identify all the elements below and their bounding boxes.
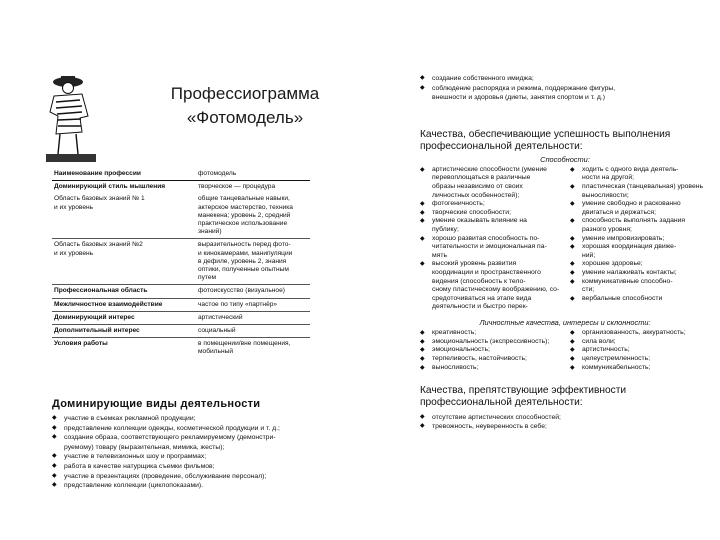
list-item: ◆ работа в качестве натурщика съемки фильмов; xyxy=(52,462,327,472)
table-cell-value: общие танцевальные навыки, актерское мастерство, техника манекена; уровень 2, средний практическое использование знаний) xyxy=(196,193,310,239)
list-item: ◆ создание собственного имиджа; xyxy=(420,74,710,84)
list-item: ◆ участие в презентациях (проведение, обслуживание персонал); xyxy=(52,472,327,482)
list-item: ◆ создание образа, соответствующего рекламируемому (демонстри- руемому) товару (выразительная, мимика, жесты); xyxy=(52,433,327,452)
right-column xyxy=(420,74,710,432)
table-cell-value: выразительность перед фото- и кинокамерами, манипуляции в дефиле, уровень 2, знания оптики, полученные опытным путем xyxy=(196,239,310,285)
list-item: ◆ организованность, аккуратность; xyxy=(570,329,710,338)
hindering-qualities-heading: Качества, препятствующие эффективности профессиональной деятельности: xyxy=(420,384,627,408)
abilities-subheading: Способности: xyxy=(540,154,590,164)
list-item: ◆ эмоциональность (экспрессивность); xyxy=(420,338,560,347)
personal-qualities-subheading: Личностные качества, интересы и склонности: xyxy=(479,317,651,327)
dominant-activities-heading: Доминирующие виды деятельности xyxy=(52,398,261,410)
table-row xyxy=(52,193,310,239)
list-item: ◆ умение свободно и раскованно двигаться и держаться; xyxy=(570,200,710,217)
list-item: ◆ представление коллекции (циклопоказами). xyxy=(52,481,327,491)
table-cell-label: Профессиональная область xyxy=(52,285,196,298)
list-item: ◆ пластическая (танцевальная) уровень выносливости; xyxy=(570,183,710,200)
list-item: ◆ соблюдение распорядка и режима, поддержание фигуры, внешности и здоровья (диеты, занятия спортом и т. д.) xyxy=(420,84,710,103)
abilities-right-list xyxy=(570,166,710,312)
table-row xyxy=(52,239,310,285)
list-item: ◆ умение налаживать контакты; xyxy=(570,269,710,278)
dominant-activities-section xyxy=(52,398,327,491)
list-item: ◆ выносливость; xyxy=(420,364,560,373)
table-cell-label: Доминирующий стиль мышления xyxy=(54,183,166,191)
list-item: ◆ тревожность, неуверенность в себе; xyxy=(420,422,710,432)
table-cell-label: Условия работы xyxy=(54,340,108,348)
abilities-columns xyxy=(420,166,710,312)
list-item: ◆ коммуникабельность; xyxy=(570,364,710,373)
table-row xyxy=(52,181,310,194)
table-header-cell: Наименование профессии xyxy=(52,168,196,181)
list-item: ◆ эмоциональность; xyxy=(420,346,560,355)
table-cell-label: Область базовых знаний № 1 и их уровень xyxy=(52,193,196,239)
table-cell-value: социальный xyxy=(196,325,310,338)
personal-left-list xyxy=(420,329,560,373)
personal-qualities-columns xyxy=(420,329,710,373)
title-line-1: Профессиограмма xyxy=(170,84,320,103)
personal-right-list xyxy=(570,329,710,373)
list-item: ◆ артистичность; xyxy=(570,346,710,355)
table-header-cell: фотомодель xyxy=(196,168,310,181)
table-row xyxy=(52,325,310,338)
table-cell-value: частое по типу «партнёр» xyxy=(196,298,310,311)
list-item: ◆ высокий уровень развития координации и пространственного видения (способность к тело- сному пластическому воображению, со- средоточиваться на этапе вида деятельности и быстро перек- xyxy=(420,260,560,312)
table-row xyxy=(52,311,310,324)
list-item: ◆ умение оказывать влияние на публику; xyxy=(420,217,560,234)
list-item: ◆ целеустремленность; xyxy=(570,355,710,364)
list-item: ◆ участие в съемках рекламной продукции; xyxy=(52,414,327,424)
dominant-activities-list xyxy=(52,414,327,491)
list-item: ◆ фотогеничность; xyxy=(420,200,560,209)
title-line-2: «Фотомодель» xyxy=(186,108,304,127)
list-item: ◆ терпеливость, настойчивость; xyxy=(420,355,560,364)
abilities-left-list xyxy=(420,166,560,312)
list-item: ◆ участие в телевизионных шоу и программах; xyxy=(52,452,327,462)
list-item: ◆ хорошо развитая способность по- читательности и эмоциональная па- мять xyxy=(420,235,560,261)
table-row xyxy=(52,298,310,311)
list-item: ◆ хорошее здоровье; xyxy=(570,260,710,269)
list-item: ◆ артистические способности (умение перевоплощаться в различные образы независимо от своих личностных особенностей); xyxy=(420,166,560,200)
list-item: ◆ ходить с одного вида деятель- ности на другой; xyxy=(570,166,710,183)
table-cell-label: Межличностное взаимодействие xyxy=(52,298,196,311)
list-item: ◆ коммуникативные способно- сти; xyxy=(570,278,710,295)
profession-table xyxy=(52,168,310,359)
list-item: ◆ креативность; xyxy=(420,329,560,338)
table-cell-label: Область базовых знаний №2 и их уровень xyxy=(52,239,196,285)
table-header-row xyxy=(52,168,310,181)
page-title xyxy=(150,82,340,130)
table-row xyxy=(52,285,310,298)
table-cell-label: Дополнительный интерес xyxy=(52,325,196,338)
right-top-list xyxy=(420,74,710,103)
table-cell-value: в помещении/вне помещения, мобильный xyxy=(198,340,291,356)
list-item: ◆ представление коллекции одежды, косметической продукции и т. д.; xyxy=(52,424,327,434)
list-item: ◆ творческие способности; xyxy=(420,209,560,218)
fashion-model-illustration xyxy=(44,72,98,164)
list-item: ◆ умение импровизировать; xyxy=(570,235,710,244)
list-item: ◆ хорошая координация движе- ний; xyxy=(570,243,710,260)
hindering-qualities-list xyxy=(420,413,710,432)
list-item: ◆ способность выполнять задания разного уровня; xyxy=(570,217,710,234)
qualities-heading: Качества, обеспечивающие успешность выполнения профессиональной деятельности: xyxy=(420,128,671,152)
table-cell-value: творческое — процедура xyxy=(198,183,276,191)
table-cell-value: фотоискусство (визуальное) xyxy=(196,285,310,298)
list-item: ◆ сила воли; xyxy=(570,338,710,347)
table-cell-value: артистический xyxy=(196,311,310,324)
table-row xyxy=(52,338,310,359)
list-item: ◆ вербальные способности xyxy=(570,295,710,304)
list-item: ◆ отсутствие артистических способностей; xyxy=(420,413,710,423)
table-cell-label: Доминирующий интерес xyxy=(52,311,196,324)
